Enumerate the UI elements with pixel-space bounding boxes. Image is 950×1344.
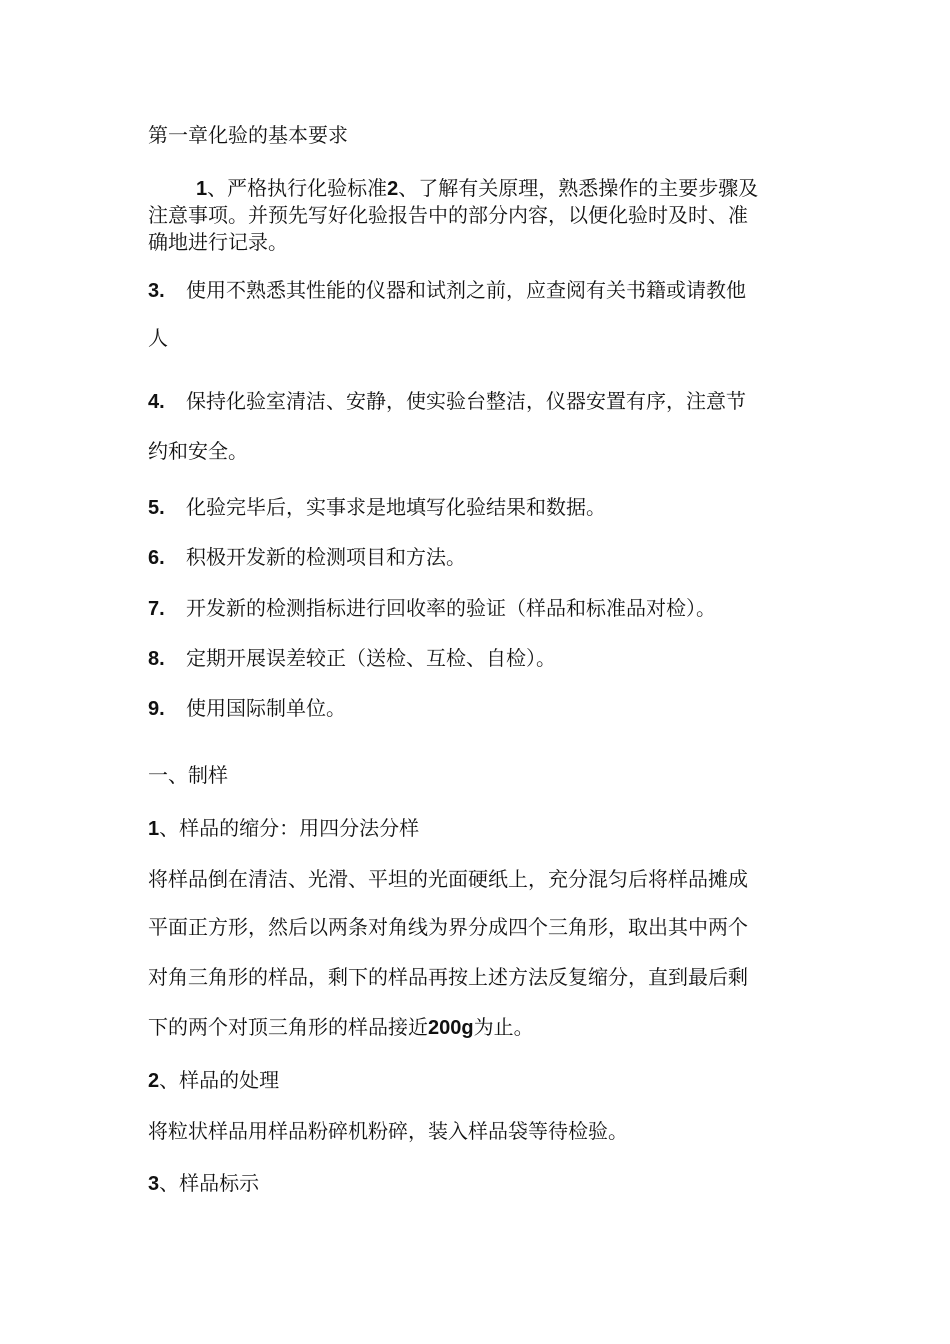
paragraph-1-line-1: 将样品倒在清洁、光滑、平坦的光面硬纸上，充分混匀后将样品摊成 — [148, 867, 748, 891]
subheading-text: 、样品的处理 — [159, 1068, 280, 1092]
paragraph-1-line-3: 对角三角形的样品，剩下的样品再按上述方法反复缩分，直到最后剩 — [148, 965, 748, 989]
subheading-2 — [148, 1067, 279, 1094]
subheading-1 — [148, 815, 419, 842]
rule-text: 保持化验室清洁、安静，使实验台整洁，仪器安置有序，注意节 — [186, 389, 746, 413]
rule-number: 8. — [148, 648, 165, 670]
intro-line-1 — [196, 175, 758, 202]
intro-line-2: 注意事项。并预先写好化验报告中的部分内容，以便化验时及时、准 — [148, 203, 748, 227]
rule-text: 积极开发新的检测项目和方法。 — [186, 545, 466, 569]
rule-number: 4. — [148, 391, 165, 413]
intro-num-1: 1 — [196, 178, 208, 200]
intro-text-1b: 、了解有关原理，熟悉操作的主要步骤及 — [398, 176, 759, 200]
subheading-number: 1 — [148, 818, 160, 840]
subheading-number: 3 — [148, 1173, 160, 1195]
subheading-3 — [148, 1170, 259, 1197]
paragraph-1-line-4 — [148, 1014, 534, 1041]
rule-number: 5. — [148, 497, 165, 519]
section-heading: 一、制样 — [148, 763, 228, 787]
rule-text: 使用不熟悉其性能的仪器和试剂之前，应查阅有关书籍或请教他 — [186, 278, 746, 302]
subheading-text: 、样品的缩分：用四分法分样 — [159, 816, 420, 840]
intro-line-3: 确地进行记录。 — [148, 230, 288, 254]
paragraph-text: 为止。 — [473, 1015, 534, 1039]
rule-text: 开发新的检测指标进行回收率的验证（样品和标准品对检）。 — [186, 596, 716, 620]
subheading-number: 2 — [148, 1070, 160, 1092]
rule-number: 6. — [148, 547, 165, 569]
rule-6 — [148, 544, 466, 571]
paragraph-2: 将粒状样品用样品粉碎机粉碎，装入样品袋等待检验。 — [148, 1119, 628, 1143]
subheading-text: 、样品标示 — [159, 1171, 260, 1195]
rule-8 — [148, 645, 556, 672]
intro-num-2: 2 — [387, 178, 399, 200]
rule-9 — [148, 695, 346, 722]
rule-text: 定期开展误差较正（送检、互检、自检）。 — [186, 646, 556, 670]
paragraph-1-line-2: 平面正方形，然后以两条对角线为界分成四个三角形，取出其中两个 — [148, 915, 748, 939]
weight-value: 200g — [428, 1017, 474, 1039]
rule-7 — [148, 595, 716, 622]
rule-number: 3. — [148, 280, 165, 302]
paragraph-text: 下的两个对顶三角形的样品接近 — [148, 1015, 428, 1039]
rule-4 — [148, 388, 746, 415]
rule-number: 9. — [148, 698, 165, 720]
rule-4-cont: 约和安全。 — [148, 439, 248, 463]
chapter-title: 第一章化验的基本要求 — [148, 123, 348, 147]
intro-text-1a: 、严格执行化验标准 — [207, 176, 388, 200]
rule-5 — [148, 494, 606, 521]
rule-number: 7. — [148, 598, 165, 620]
rule-text: 化验完毕后，实事求是地填写化验结果和数据。 — [186, 495, 606, 519]
rule-text: 使用国际制单位。 — [186, 696, 346, 720]
rule-3-cont: 人 — [148, 326, 168, 350]
rule-3 — [148, 277, 746, 304]
